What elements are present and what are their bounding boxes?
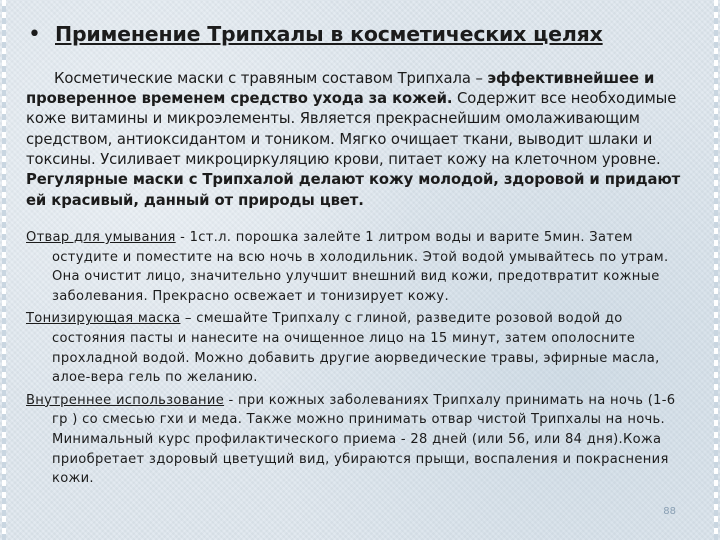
recipe-text: - 1ст.л. порошка залейте 1 литром воды и варите 5мин. Затем остудите и поместите на всю ночь в холодильник. Этой водой умывайтесь по утрам. Она очистит лицо, значительно улучшит внешний вид кожи, предотвратит кожные заболевания. Прекрасно освежает и тонизирует кожу. xyxy=(52,230,669,304)
title-row xyxy=(28,22,708,46)
page-number: 88 xyxy=(663,506,676,517)
recipe-text: - при кожных заболеваниях Трипхалу принимать на ночь (1-6 гр ) со смесью гхи и меда. Также можно принимать отвар чистой Трипхалы на ночь. Минимальный курс профилактического приема - 28 дней (или 56, или 84 дня).Кожа приобретает здоровый цветущий вид, убираются прыщи, воспаления и покраснения кожи. xyxy=(52,392,676,487)
recipe-internal-use xyxy=(26,391,692,489)
intro-text-1: Косметические маски с травяным составом Трипхала – xyxy=(54,69,488,87)
recipes-list xyxy=(26,228,692,492)
recipe-decoction xyxy=(26,228,692,306)
recipe-toning-mask xyxy=(26,309,692,387)
intro-bold-2: Регулярные маски с Трипхалой делают кожу молодой, здоровой и придают ей красивый, данный от природы цвет. xyxy=(26,171,681,209)
recipe-title: Внутреннее использование xyxy=(26,392,225,408)
bullet-icon: • xyxy=(28,22,41,47)
intro-bold-1: эффективнейшее и проверенное временем средство ухода за кожей. xyxy=(26,69,655,108)
recipe-text: – смешайте Трипхалу с глиной, разведите розовой водой до состояния пасты и нанесите на очищенное лицо на 15 минут, затем ополосните прохладной водой. Можно добавить другие аюрведические травы, эфирные масла, алое-вера гель по желанию. xyxy=(52,311,660,386)
recipe-title: Отвар для умывания xyxy=(26,230,176,245)
recipe-title: Тонизирующая маска xyxy=(26,311,181,327)
intro-paragraph xyxy=(26,69,702,211)
slide-title: Применение Трипхалы в косметических целях xyxy=(54,22,603,46)
left-decorative-border xyxy=(2,0,6,540)
intro-text-2: Содержит все необходимые коже витамины и микроэлементы. Является прекраснейшим омолаживающим средством, антиоксидантом и тоником. Мягко очищает ткани, выводит шлаки и токсины. Усиливает микроциркуляцию крови, питает кожу на клеточном уровне. xyxy=(26,90,677,168)
right-decorative-border xyxy=(714,0,718,540)
